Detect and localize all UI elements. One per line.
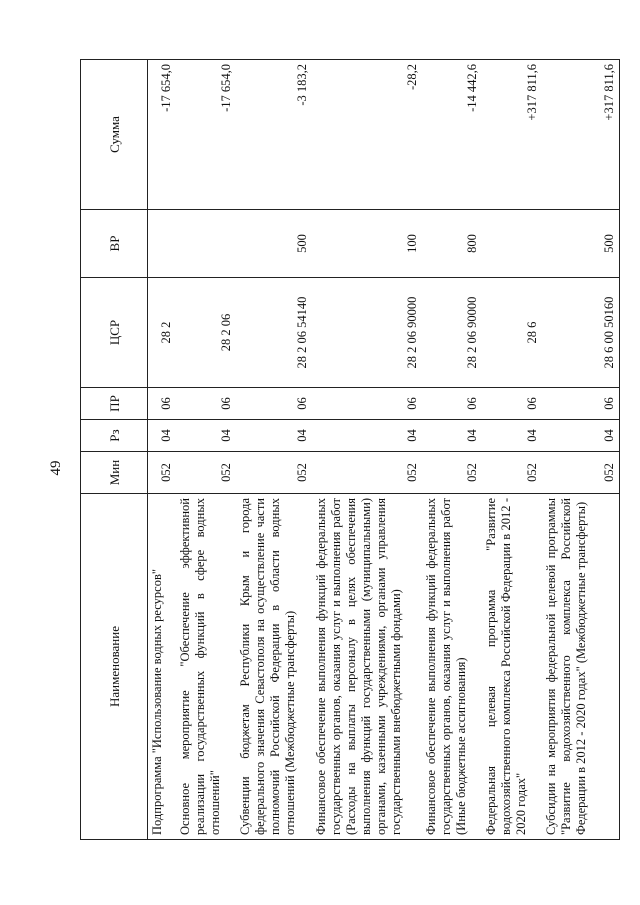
row-name: Основное мероприятие "Обеспечение эффективной реализации государственных функций в сфере водных отношений"	[176, 494, 236, 840]
row-vr	[148, 210, 176, 278]
row-vr	[482, 210, 542, 278]
row-min: 052	[236, 452, 312, 494]
row-rz: 04	[176, 420, 236, 452]
row-rz: 04	[148, 420, 176, 452]
rotated-page	[80, 60, 616, 840]
row-name: Финансовое обеспечение выполнения функций федеральных государственных органов, оказания услуг и выполнения работ (Расходы на выплаты персоналу в целях обеспечения выполнения функций государственными (муниципальными) органами, казенными учреждениями, органами управления государственными внебюджетными фондами)	[312, 494, 422, 840]
row-rz: 04	[236, 420, 312, 452]
row-sum: +317 811,6	[542, 60, 620, 210]
header-name: Наименование	[81, 494, 148, 840]
row-sum: -28,2	[312, 60, 422, 210]
table-row	[312, 60, 422, 840]
row-csr: 28 2 06	[176, 278, 236, 388]
row-pr: 06	[236, 388, 312, 420]
row-pr: 06	[312, 388, 422, 420]
table-row	[236, 60, 312, 840]
row-sum: -17 654,0	[148, 60, 176, 210]
table-row	[176, 60, 236, 840]
header-sum: Сумма	[81, 60, 148, 210]
row-sum: -17 654,0	[176, 60, 236, 210]
row-pr: 06	[482, 388, 542, 420]
row-min: 052	[542, 452, 620, 494]
row-name: Федеральная целевая программа "Развитие водохозяйственного комплекса Российской Федерации в 2012 - 2020 годах"	[482, 494, 542, 840]
table-header-row	[81, 60, 148, 840]
row-csr: 28 2 06 90000	[422, 278, 482, 388]
row-min: 052	[482, 452, 542, 494]
row-csr: 28 2	[148, 278, 176, 388]
row-min: 052	[148, 452, 176, 494]
row-rz: 04	[482, 420, 542, 452]
row-pr: 06	[148, 388, 176, 420]
row-csr: 28 6 00 50160	[542, 278, 620, 388]
row-pr: 06	[422, 388, 482, 420]
row-pr: 06	[542, 388, 620, 420]
row-csr: 28 2 06 90000	[312, 278, 422, 388]
header-csr: ЦСР	[81, 278, 148, 388]
row-vr: 500	[236, 210, 312, 278]
row-name: Финансовое обеспечение выполнения функций федеральных государственных органов, оказания услуг и выполнения работ (Иные бюджетные ассигнования)	[422, 494, 482, 840]
row-sum: -14 442,6	[422, 60, 482, 210]
row-sum: -3 183,2	[236, 60, 312, 210]
page-number: 49	[48, 460, 64, 476]
row-pr: 06	[176, 388, 236, 420]
table-row	[148, 60, 176, 840]
header-rz: Рз	[81, 420, 148, 452]
row-csr: 28 6	[482, 278, 542, 388]
row-rz: 04	[542, 420, 620, 452]
row-min: 052	[422, 452, 482, 494]
row-name: Субвенции бюджетам Республики Крым и города федерального значения Севастополя на осуществление части полномочий Российской Федерации в области водных отношений (Межбюджетные трансферты)	[236, 494, 312, 840]
row-rz: 04	[422, 420, 482, 452]
row-csr: 28 2 06 54140	[236, 278, 312, 388]
row-min: 052	[176, 452, 236, 494]
table-row	[482, 60, 542, 840]
budget-table	[80, 59, 620, 840]
row-sum: +317 811,6	[482, 60, 542, 210]
row-name: Подпрограмма "Использование водных ресурсов"	[148, 494, 176, 840]
row-vr: 800	[422, 210, 482, 278]
header-min: Мин	[81, 452, 148, 494]
row-vr: 500	[542, 210, 620, 278]
header-pr: ПР	[81, 388, 148, 420]
row-vr: 100	[312, 210, 422, 278]
table-row	[422, 60, 482, 840]
row-rz: 04	[312, 420, 422, 452]
header-vr: ВР	[81, 210, 148, 278]
table-row	[542, 60, 620, 840]
row-min: 052	[312, 452, 422, 494]
row-vr	[176, 210, 236, 278]
row-name: Субсидии на мероприятия федеральной целевой программы "Развитие водохозяйственного комплекса Российской Федерации в 2012 - 2020 годах" (Межбюджетные трансферты)	[542, 494, 620, 840]
